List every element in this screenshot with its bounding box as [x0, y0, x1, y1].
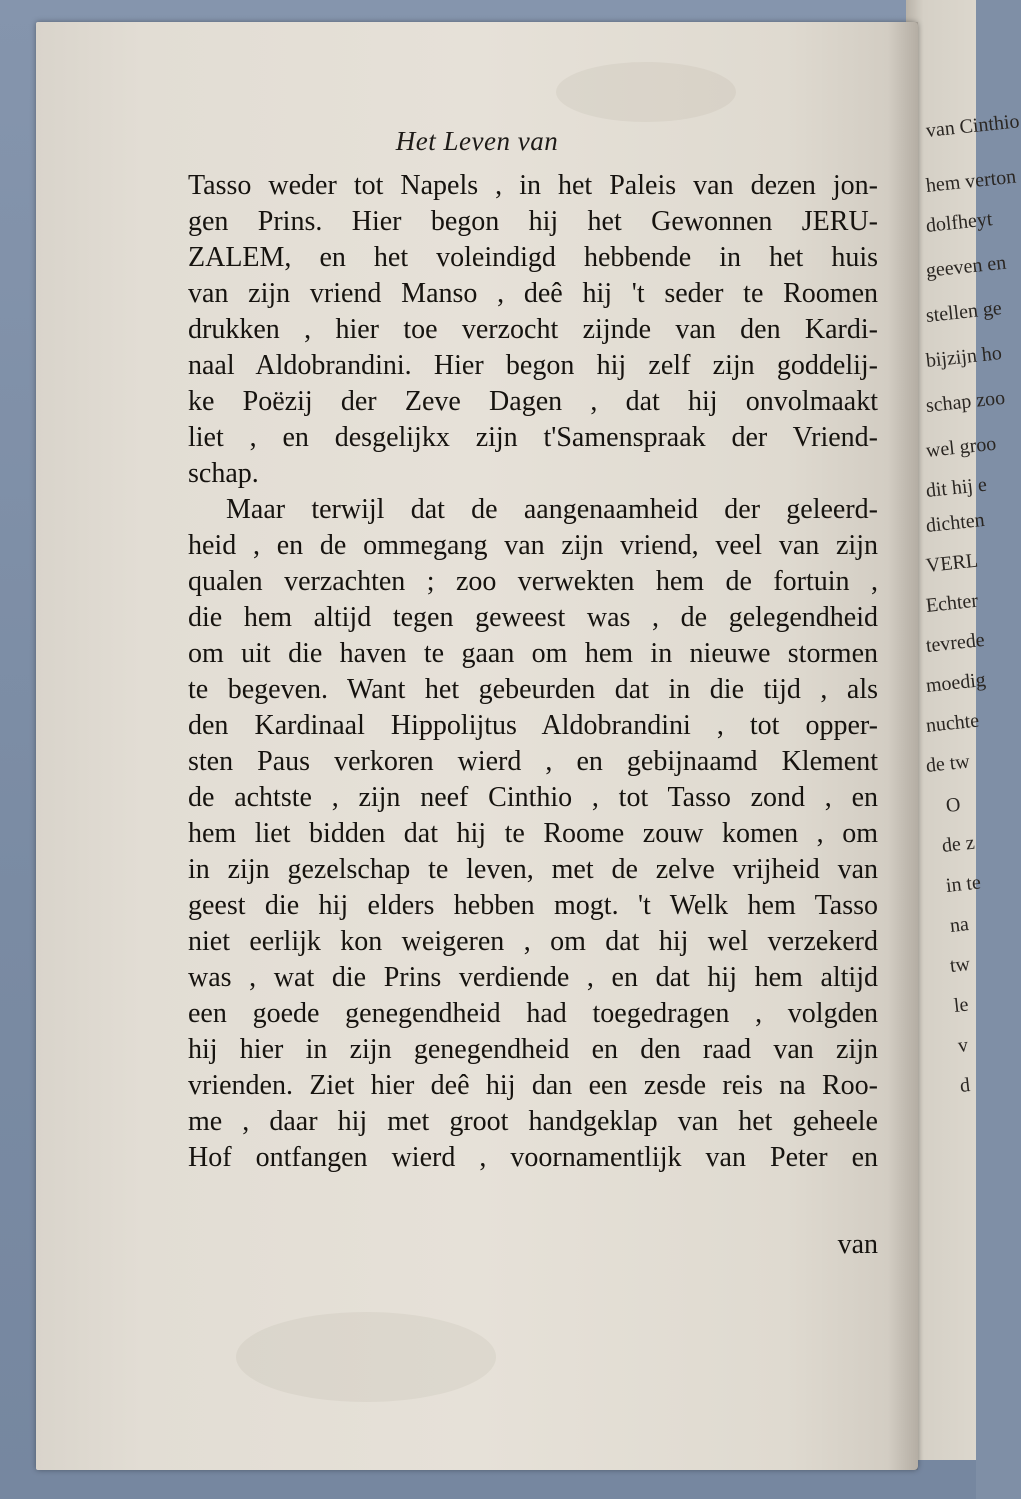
text-line: hem liet bidden dat hij te Roome zouw komen , om — [188, 818, 878, 849]
facing-page-fragment: v — [956, 1034, 970, 1057]
facing-page-fragment: tevrede — [924, 628, 986, 657]
paper-stain — [236, 1312, 496, 1402]
paper-stain — [556, 62, 736, 122]
facing-page-fragment: dolfheyt — [924, 208, 994, 237]
text-line: liet , en desgelijkx zijn t'Samenspraak der Vriend- — [188, 422, 878, 453]
facing-page-fragment: Echter — [924, 589, 979, 617]
facing-page-fragment: nuchte — [924, 709, 981, 737]
text-line: naal Aldobrandini. Hier begon hij zelf zijn goddelij- — [188, 350, 878, 381]
facing-page-fragment: in te — [944, 871, 982, 897]
text-line: een goede genegendheid had toegedragen , volgden — [188, 998, 878, 1029]
facing-page-fragment: hem verton — [924, 165, 1018, 197]
text-line: schap. — [188, 458, 259, 489]
facing-page-fragment: schap zoo — [924, 386, 1007, 417]
catchword: van — [837, 1229, 878, 1260]
text-line: qualen verzachten ; zoo verwekten hem de fortuin , — [188, 566, 878, 597]
text-line: om uit die haven te gaan om hem in nieuwe stormen — [188, 638, 878, 669]
facing-page-fragment: le — [952, 993, 970, 1017]
text-line: Maar terwijl dat de aangenaamheid der geleerd- — [226, 494, 878, 525]
facing-page-fragment: dit hij e — [924, 473, 988, 502]
text-line: die hem altijd tegen geweest was , de gelegendheid — [188, 602, 878, 633]
running-head: Het Leven van — [395, 126, 559, 156]
text-line: Tasso weder tot Napels , in het Paleis van dezen jon- — [188, 170, 878, 201]
text-line: in zijn gezelschap te leven, met de zelve vrijheid van — [188, 854, 878, 885]
facing-page-fragment: dichten — [924, 508, 986, 537]
facing-page-fragment: tw — [948, 952, 971, 977]
text-line: heid , en de ommegang van zijn vriend, veel van zijn — [188, 530, 878, 561]
facing-page-fragment: moedig — [924, 668, 987, 697]
text-line: gen Prins. Hier begon hij het Gewonnen JERU- — [188, 206, 878, 237]
facing-page-fragment: na — [948, 913, 970, 937]
text-line: drukken , hier toe verzocht zijnde van den Kardi- — [188, 314, 878, 345]
text-line: ke Poëzij der Zeve Dagen , dat hij onvolmaakt — [188, 386, 878, 417]
text-line: niet eerlijk kon weigeren , om dat hij wel verzekerd — [188, 926, 878, 957]
facing-page-fragment: O — [944, 793, 962, 817]
text-line: de achtste , zijn neef Cinthio , tot Tasso zond , en — [188, 782, 878, 813]
text-line: vrienden. Ziet hier deê hij dan een zesde reis na Roo- — [188, 1070, 878, 1101]
facing-page-fragment: VERL — [924, 549, 980, 577]
facing-page-fragment: de z — [940, 831, 976, 857]
facing-page-fragment: stellen ge — [924, 297, 1003, 327]
text-line: te begeven. Want het gebeurden dat in die tijd , als — [188, 674, 878, 705]
facing-page-fragment: bijzijn ho — [924, 342, 1003, 372]
paragraph-1 — [188, 168, 878, 492]
page-body — [188, 168, 878, 1176]
text-line: ZALEM, en het voleindigd hebbende in het huis — [188, 242, 878, 273]
text-line: van zijn vriend Manso , deê hij 't seder te Roomen — [188, 278, 878, 309]
facing-page-fragment: van Cinthio — [924, 110, 1021, 142]
text-line: hij hier in zijn genegendheid en den raad van zijn — [188, 1034, 878, 1065]
text-line: sten Paus verkoren wierd , en gebijnaamd Klement — [188, 746, 878, 777]
paragraph-2 — [188, 492, 878, 1176]
text-line: Hof ontfangen wierd , voornamentlijk van Peter en — [188, 1142, 878, 1173]
facing-page-fragment: geeven en — [924, 251, 1008, 282]
text-line: geest die hij elders hebben mogt. 't Welk hem Tasso — [188, 890, 878, 921]
text-line: was , wat die Prins verdiende , en dat hij hem altijd — [188, 962, 878, 993]
text-line: me , daar hij met groot handgeklap van het geheele — [188, 1106, 878, 1137]
facing-page-fragment: wel groo — [924, 432, 998, 462]
text-line: den Kardinaal Hippolijtus Aldobrandini , tot opper- — [188, 710, 878, 741]
facing-page-fragment: de tw — [924, 750, 971, 777]
facing-page-fragment: d — [958, 1074, 972, 1097]
